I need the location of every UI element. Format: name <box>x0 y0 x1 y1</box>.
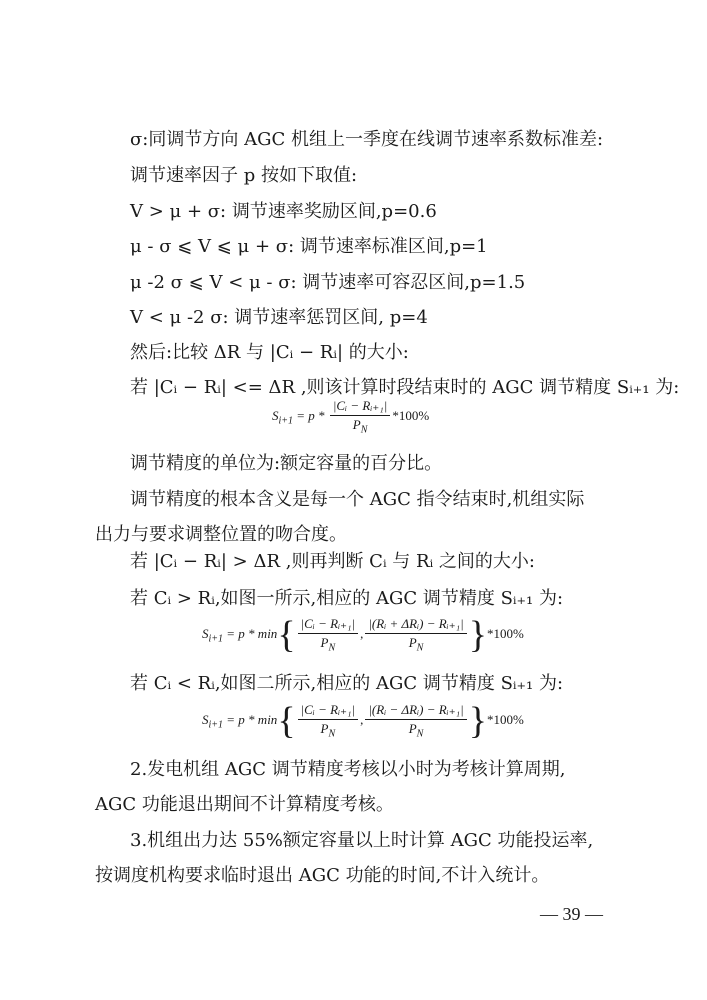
precision-meaning-1: 调节精度的根本含义是每一个 AGC 指令结束时,机组实际 <box>130 489 585 510</box>
formula-precision-1: $S_{i+1} = p$ * $\frac{\text{|Cᵢ − Rᵢ₊₁|}}{P_N}$ *100% <box>272 398 430 436</box>
formula-1-fraction: $\frac{\text{|Cᵢ − Rᵢ₊₁|}}{P_N}$ <box>330 398 391 436</box>
clause-2-line-1: 2.发电机组 AGC 调节精度考核以小时为考核计算周期, <box>130 759 566 780</box>
condition-c-lt-r: 若 Cᵢ < Rᵢ,如图二所示,相应的 AGC 调节精度 Sᵢ₊₁ 为: <box>130 673 564 694</box>
rate-penalty-range: V < μ -2 σ: 调节速率惩罚区间, p=4 <box>130 307 428 328</box>
precision-unit: 调节精度的单位为:额定容量的百分比。 <box>130 453 443 474</box>
rate-reward-range: V > μ + σ: 调节速率奖励区间,p=0.6 <box>130 201 437 222</box>
formula-precision-2: $S_{i+1} = p * \min${ $\frac{\text{|Cᵢ − Rᵢ₊₁|}}{P_N}$ , $\frac{\text{|(Rᵢ + ΔRᵢ) − Rᵢ₊₁|}}{P_N}$ }*100% <box>202 614 524 656</box>
clause-3-line-2: 按调度机构要求临时退出 AGC 功能的时间,不计入统计。 <box>95 865 550 886</box>
precision-meaning-2: 出力与要求调整位置的吻合度。 <box>95 524 347 545</box>
compare-instruction: 然后:比较 ΔR 与 |Cᵢ − Rᵢ| 的大小: <box>130 342 409 363</box>
rate-tolerable-range: μ -2 σ ⩽ V < μ - σ: 调节速率可容忍区间,p=1.5 <box>130 272 526 293</box>
rate-standard-range: μ - σ ⩽ V ⩽ μ + σ: 调节速率标准区间,p=1 <box>130 236 488 257</box>
clause-2-line-2: AGC 功能退出期间不计算精度考核。 <box>95 794 394 815</box>
condition-gt: 若 |Cᵢ − Rᵢ| > ΔR ,则再判断 Cᵢ 与 Rᵢ 之间的大小: <box>130 551 535 572</box>
condition-c-gt-r: 若 Cᵢ > Rᵢ,如图一所示,相应的 AGC 调节精度 Sᵢ₊₁ 为: <box>130 588 564 609</box>
condition-le: 若 |Cᵢ − Rᵢ| <= ΔR ,则该计算时段结束时的 AGC 调节精度 Sᵢ₊₁ 为: <box>130 377 680 398</box>
formula-precision-3: $S_{i+1} = p * \min${ $\frac{\text{|Cᵢ − Rᵢ₊₁|}}{P_N}$ , $\frac{\text{|(Rᵢ − ΔRᵢ) − Rᵢ₊₁|}}{P_N}$ }*100% <box>202 700 524 742</box>
rate-factor-intro: 调节速率因子 p 按如下取值: <box>130 165 358 186</box>
clause-3-line-1: 3.机组出力达 55%额定容量以上时计算 AGC 功能投运率, <box>130 830 594 851</box>
sigma-definition: σ:同调节方向 AGC 机组上一季度在线调节速率系数标准差: <box>130 129 604 150</box>
page-number: — 39 — <box>540 904 603 924</box>
